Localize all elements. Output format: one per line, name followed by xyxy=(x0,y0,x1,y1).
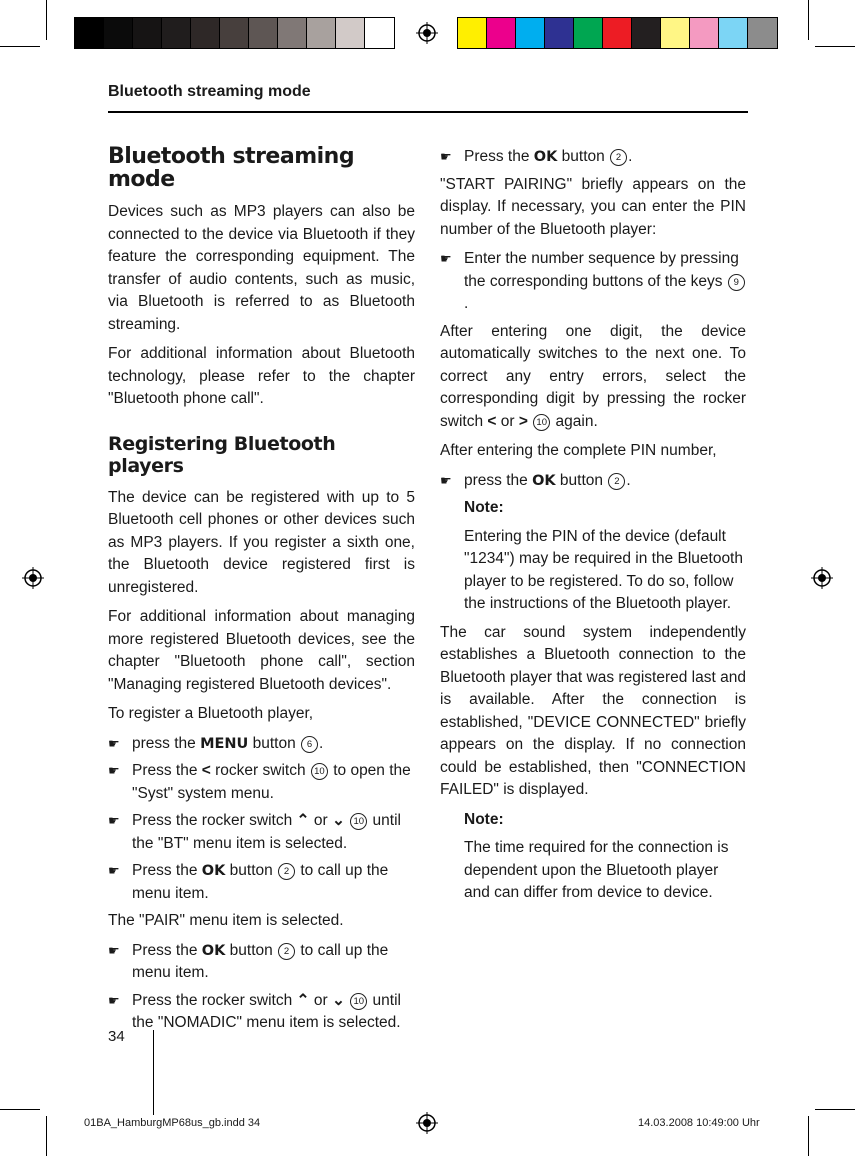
paragraph: The car sound system independently establishes a Bluetooth connection to the Bluetooth player that was registered last and is available. After the connection is established, "DEVICE CONNECTED" briefly appears on the display. If no connection could be established, then "CONNECTION FAILED" is displayed. xyxy=(440,623,746,798)
key-label: OK xyxy=(532,472,556,489)
key-label: OK xyxy=(201,942,226,959)
color-swatch xyxy=(603,18,632,48)
rocker-up-icon: ⌃ xyxy=(296,812,310,829)
color-swatch xyxy=(220,18,249,48)
color-swatch xyxy=(545,18,574,48)
instruction-step: ☛ Press the rocker switch ⌃ or ⌄ 10 until the "NOMADIC" menu item is selected. xyxy=(108,991,401,1031)
color-swatch xyxy=(748,18,777,48)
color-swatch xyxy=(75,18,104,48)
instruction-step: ☛ Press the OK button 2 to call up the menu item. xyxy=(108,941,389,981)
crop-mark xyxy=(0,1109,40,1110)
paragraph: After entering the complete PIN number, xyxy=(440,442,717,459)
color-swatch xyxy=(458,18,487,48)
key-label: OK xyxy=(533,149,558,165)
button-number: 10 xyxy=(350,993,367,1010)
instruction-step: ☛ press the MENU button 6 . xyxy=(108,733,415,756)
pointing-hand-icon: ☛ xyxy=(440,251,452,266)
paragraph: The device can be registered with up to 5 Bluetooth cell phones or other devices such as MP3 players. If you register a sixth one, the Bluetooth device registered first is unregistered. xyxy=(108,488,415,596)
registration-mark-icon xyxy=(22,567,44,589)
paragraph: To register a Bluetooth player, xyxy=(108,705,314,722)
crop-mark xyxy=(815,46,855,47)
key-label: MENU xyxy=(200,735,249,752)
instruction-step: ☛ Press the rocker switch ⌃ or ⌄ 10 until the "BT" menu item is selected. xyxy=(108,812,401,852)
crop-mark xyxy=(808,0,809,40)
button-number: 2 xyxy=(278,863,295,880)
paragraph: The "PAIR" menu item is selected. xyxy=(108,912,344,929)
footer-date: 14.03.2008 10:49:00 Uhr xyxy=(638,1117,760,1129)
color-swatch xyxy=(307,18,336,48)
paragraph: After entering one digit, the device automatically switches to the next one. To correct any entry errors, select the corresponding digit by pressing the rocker switch < or > 10 again. xyxy=(440,322,746,430)
rocker-left-icon: < xyxy=(487,412,497,430)
button-number: 9 xyxy=(728,274,745,291)
color-swatch xyxy=(516,18,545,48)
color-swatch xyxy=(278,18,307,48)
pointing-hand-icon: ☛ xyxy=(440,149,452,164)
instruction-step: ☛ Enter the number sequence by pressing the corresponding buttons of the keys 9. xyxy=(440,248,746,316)
rocker-down-icon: ⌄ xyxy=(331,991,345,1009)
color-swatch xyxy=(574,18,603,48)
pointing-hand-icon: ☛ xyxy=(108,942,120,958)
pointing-hand-icon: ☛ xyxy=(108,813,120,828)
button-number: 2 xyxy=(278,943,295,960)
pointing-hand-icon: ☛ xyxy=(108,763,120,778)
left-column xyxy=(108,146,415,1040)
crop-mark xyxy=(0,46,40,47)
color-swatch xyxy=(133,18,162,48)
rocker-up-icon: ⌃ xyxy=(296,991,310,1009)
note-title: Note: xyxy=(464,499,504,516)
color-swatch xyxy=(162,18,191,48)
crop-mark xyxy=(815,1109,855,1110)
button-number: 6 xyxy=(301,736,318,753)
process-color-bar xyxy=(457,17,778,49)
color-swatch xyxy=(365,18,394,48)
button-number: 10 xyxy=(311,763,328,780)
button-number: 2 xyxy=(608,473,625,490)
button-number: 10 xyxy=(533,414,550,431)
color-swatch xyxy=(719,18,748,48)
crop-mark xyxy=(46,1116,47,1156)
paragraph: Devices such as MP3 players can also be connected to the device via Bluetooth if they feature the corresponding equipment. The transfer of audio contents, such as music, via Bluetooth is referred to as Bluetooth streaming. xyxy=(108,203,415,333)
color-swatch xyxy=(487,18,516,48)
instruction-step: ☛ press the OK button 2 . xyxy=(440,470,746,493)
note-title: Note: xyxy=(464,810,504,828)
color-swatch xyxy=(690,18,719,48)
pointing-hand-icon: ☛ xyxy=(440,472,452,488)
registration-mark-icon xyxy=(811,567,833,589)
footer-file: 01BA_HamburgMP68us_gb.indd 34 xyxy=(84,1117,261,1129)
key-label: OK xyxy=(201,863,226,879)
right-column xyxy=(440,146,746,911)
color-swatch xyxy=(104,18,133,48)
grayscale-color-bar xyxy=(74,17,395,49)
registration-mark-icon xyxy=(416,1112,438,1134)
trim-line xyxy=(153,1030,154,1115)
rocker-right-icon: > xyxy=(518,412,528,430)
crop-mark xyxy=(46,0,47,40)
note-box xyxy=(440,809,746,905)
header-rule xyxy=(108,111,748,113)
note-text: Entering the PIN of the device (default "1234") may be required in the Bluetooth player to be registered. To do so, follow the instructions of the Bluetooth player. xyxy=(464,527,743,612)
page-title: Bluetooth streaming mode xyxy=(108,144,355,192)
color-swatch xyxy=(336,18,365,48)
instruction-step: ☛ Press the OK button 2 . xyxy=(440,146,746,169)
note-box xyxy=(440,497,746,616)
running-header: Bluetooth streaming mode xyxy=(108,83,311,100)
color-swatch xyxy=(191,18,220,48)
crop-mark xyxy=(808,1116,809,1156)
rocker-left-icon: < xyxy=(201,762,211,779)
registration-mark-icon xyxy=(416,22,438,44)
instruction-step: ☛ Press the < rocker switch 10 to open the "Syst" system menu. xyxy=(108,762,411,802)
note-text: The time required for the connection is dependent upon the Bluetooth player and can differ from device to device. xyxy=(464,839,729,901)
pointing-hand-icon: ☛ xyxy=(108,863,120,878)
paragraph: "START PAIRING" briefly appears on the display. If necessary, you can enter the PIN number of the Bluetooth player: xyxy=(440,175,746,238)
section-heading: Registering Bluetooth players xyxy=(108,432,336,477)
paragraph: For additional information about managing more registered Bluetooth devices, see the chapter "Bluetooth phone call", section "Managing registered Bluetooth devices". xyxy=(108,608,415,693)
rocker-down-icon: ⌄ xyxy=(331,812,345,829)
pointing-hand-icon: ☛ xyxy=(108,735,120,751)
color-swatch xyxy=(249,18,278,48)
color-swatch xyxy=(661,18,690,48)
button-number: 2 xyxy=(610,149,627,166)
pointing-hand-icon: ☛ xyxy=(108,992,120,1008)
button-number: 10 xyxy=(350,813,367,830)
page-number: 34 xyxy=(108,1028,125,1045)
instruction-step: ☛ Press the OK button 2 to call up the menu item. xyxy=(108,862,389,902)
paragraph: For additional information about Bluetooth technology, please refer to the chapter "Bluetooth phone call". xyxy=(108,345,415,407)
color-swatch xyxy=(632,18,661,48)
